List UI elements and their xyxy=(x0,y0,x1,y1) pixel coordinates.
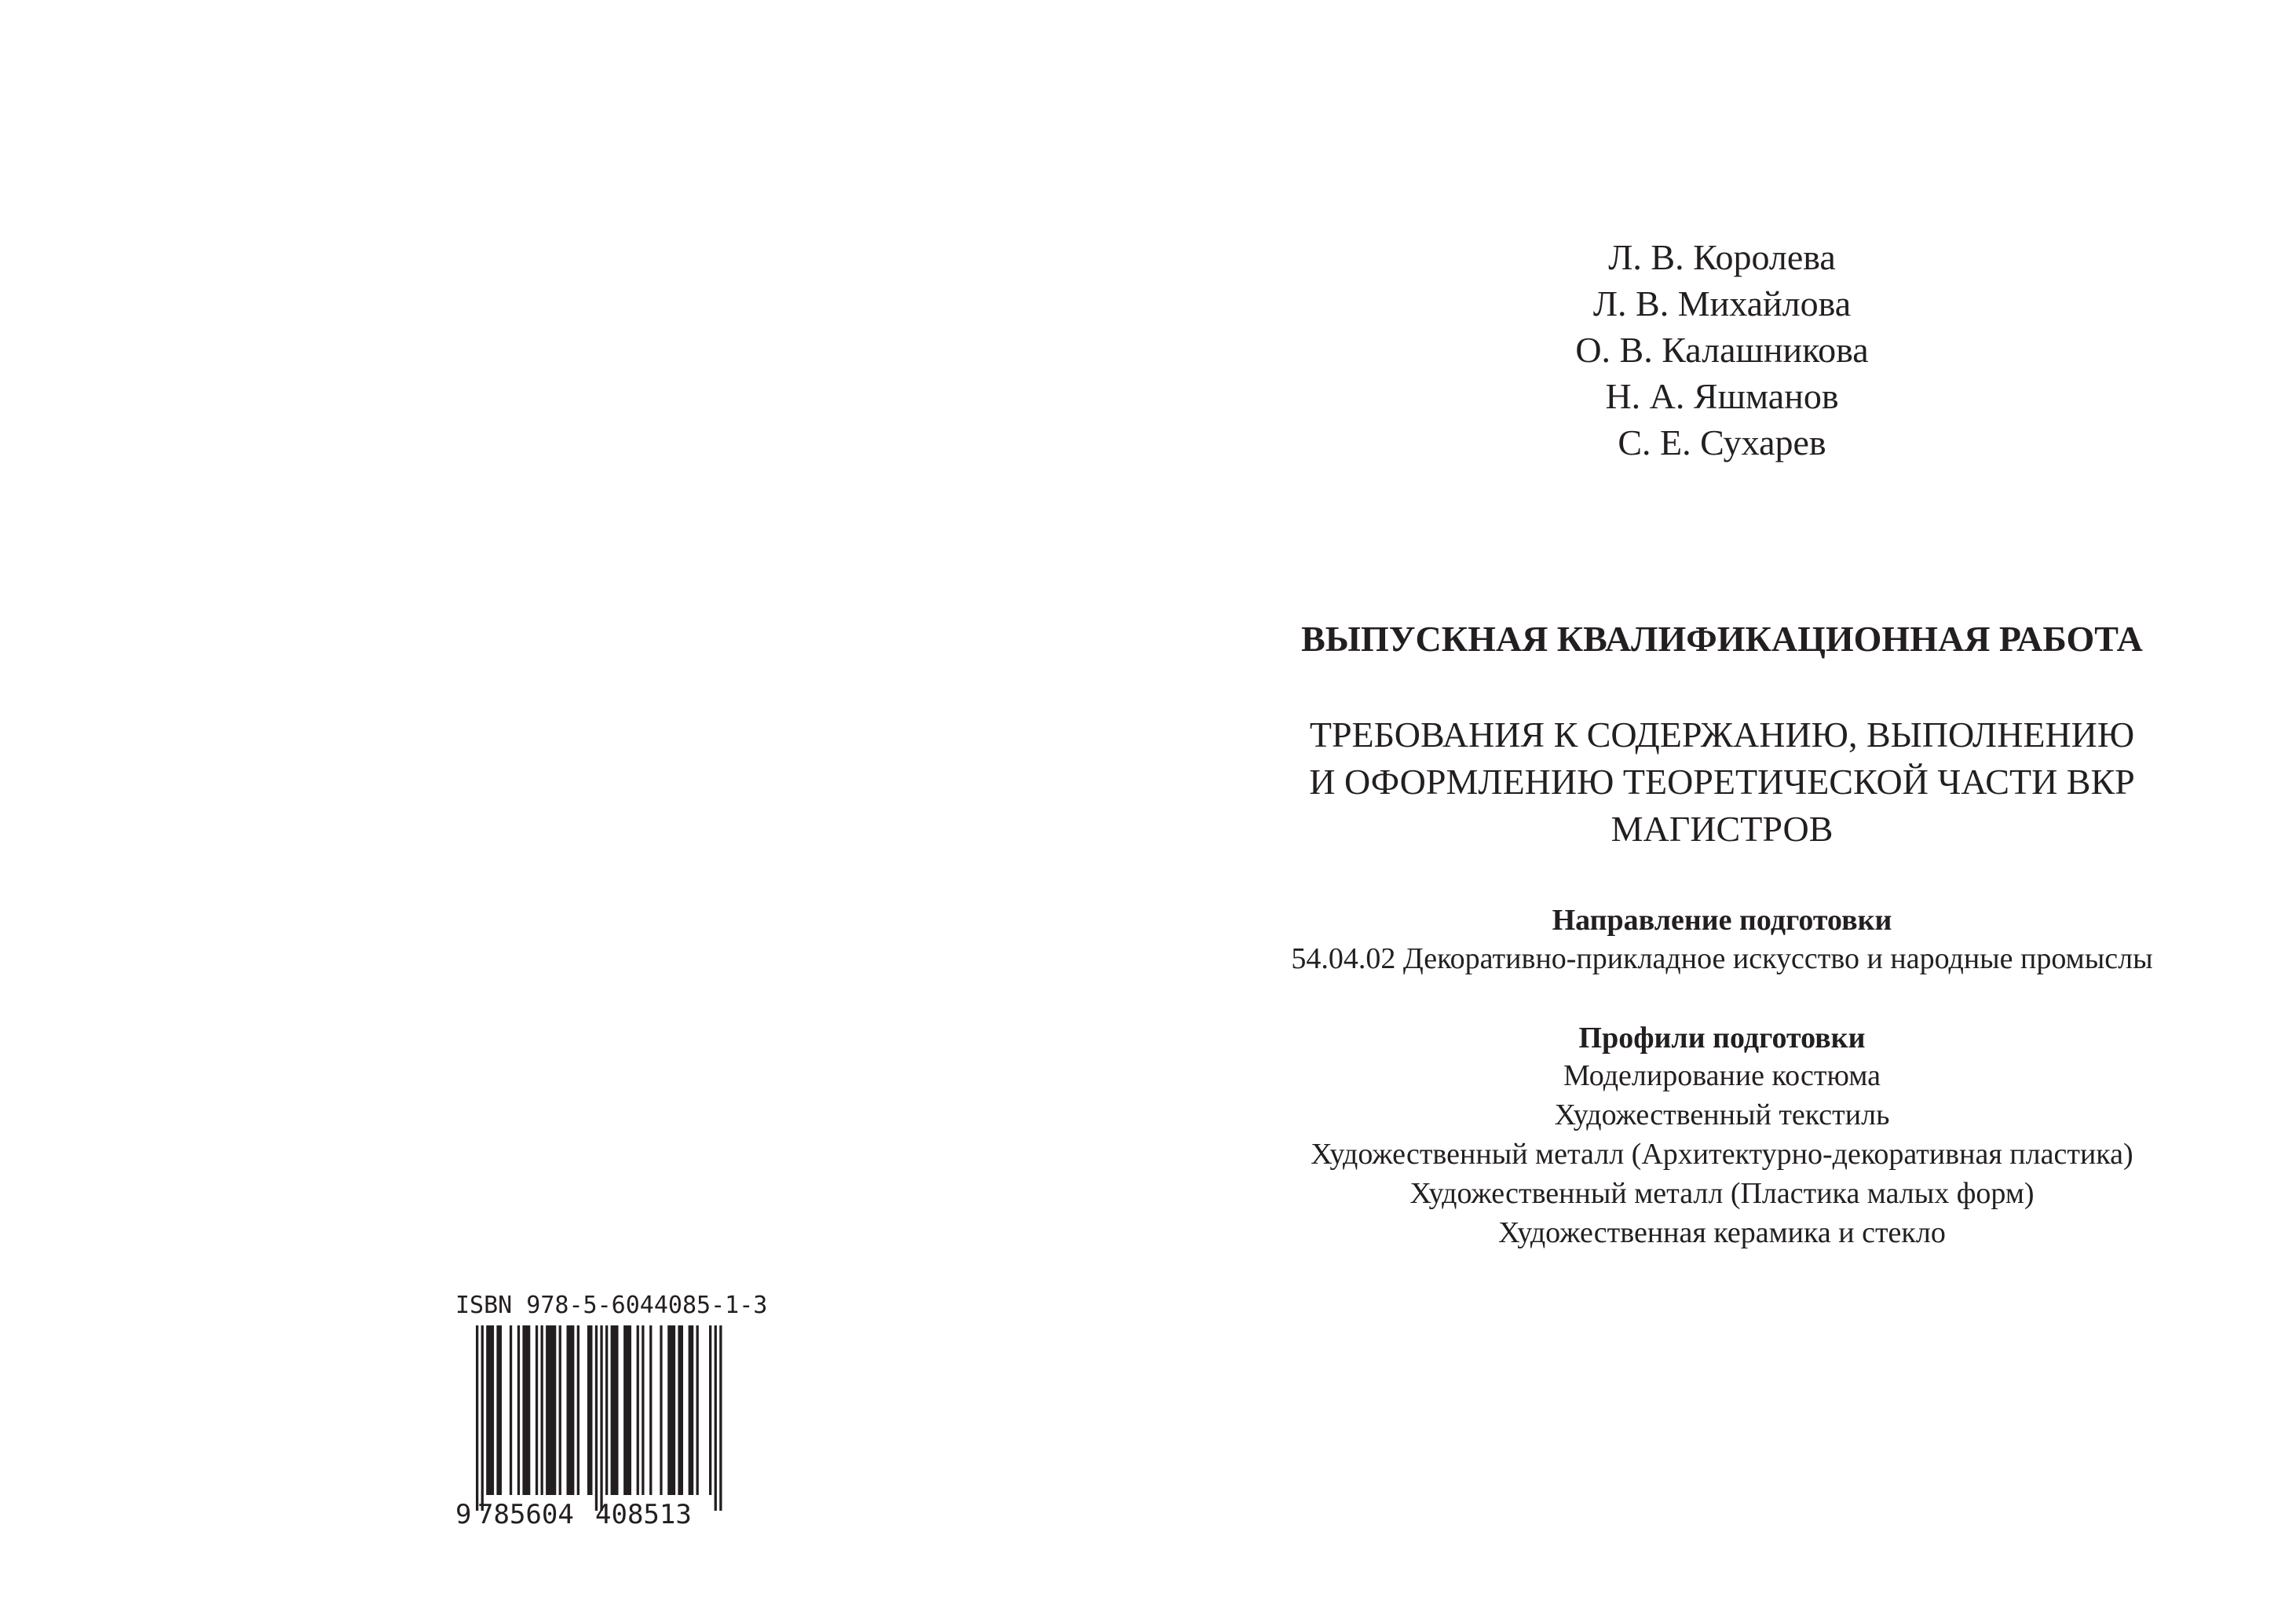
barcode-bar xyxy=(595,1325,598,1511)
barcode-bar xyxy=(637,1325,639,1495)
direction-heading: Направление подготовки xyxy=(1552,904,1892,937)
barcode-bar xyxy=(689,1325,694,1495)
barcode-bar xyxy=(605,1325,608,1495)
book-subtitle xyxy=(1148,711,2296,853)
barcode-bar xyxy=(541,1325,543,1495)
barcode-right-digits: 408513 xyxy=(595,1499,692,1530)
profile-item: Художественный металл (Архитектурно-декоративная пластика) xyxy=(1311,1138,2133,1171)
profile-item: Художественная керамика и стекло xyxy=(1498,1216,1946,1249)
barcode-bar xyxy=(709,1325,711,1495)
barcode-bar xyxy=(567,1325,575,1495)
subtitle-line: МАГИСТРОВ xyxy=(1610,809,1834,849)
barcode-bar xyxy=(546,1325,556,1495)
barcode-bar xyxy=(611,1325,619,1495)
barcode-bar xyxy=(476,1325,478,1511)
author-name: Л. В. Михайлова xyxy=(1592,283,1852,324)
barcode-left-digits: 785604 xyxy=(477,1499,574,1530)
subtitle-line: И ОФОРМЛЕНИЮ ТЕОРЕТИЧЕСКОЙ ЧАСТИ ВКР xyxy=(1309,762,2135,802)
author-name: О. В. Калашникова xyxy=(1575,330,1869,370)
barcode-bar xyxy=(536,1325,538,1495)
barcode-bar xyxy=(696,1325,699,1495)
profile-item: Художественный текстиль xyxy=(1554,1098,1890,1131)
barcode-bar xyxy=(623,1325,631,1495)
barcode-bar xyxy=(522,1325,530,1495)
front-cover xyxy=(1148,0,2296,1623)
barcode-bar xyxy=(678,1325,683,1495)
barcode-bar xyxy=(667,1325,675,1495)
author-name: С. Е. Сухарев xyxy=(1618,422,1826,462)
author-list xyxy=(1148,234,2296,466)
direction-line: 54.04.02 Декоративно-прикладное искусство и народные промыслы xyxy=(1291,942,2153,975)
barcode-bar xyxy=(715,1325,717,1511)
author-name: Л. В. Королева xyxy=(1608,237,1836,277)
isbn-barcode xyxy=(455,1325,722,1530)
barcode-bar xyxy=(496,1325,502,1495)
isbn-label: ISBN 978-5-6044085-1-3 xyxy=(455,1292,768,1319)
barcode-bar xyxy=(660,1325,662,1495)
barcode-bar xyxy=(642,1325,644,1495)
barcode-bar xyxy=(587,1325,593,1495)
barcode-bar xyxy=(719,1325,722,1511)
barcode-first-digit: 9 xyxy=(455,1499,472,1530)
profiles-list xyxy=(1148,1056,2296,1252)
barcode-bar xyxy=(481,1325,484,1511)
barcode-bar xyxy=(559,1325,561,1495)
profiles-heading: Профили подготовки xyxy=(1578,1022,1866,1055)
subtitle-line: ТРЕБОВАНИЯ К СОДЕРЖАНИЮ, ВЫПОЛНЕНИЮ xyxy=(1309,715,2135,755)
barcode-bar xyxy=(510,1325,512,1495)
barcode-bar xyxy=(577,1325,579,1495)
profile-item: Моделирование костюма xyxy=(1563,1059,1881,1092)
barcode-bar xyxy=(600,1325,602,1511)
profile-item: Художественный металл (Пластика малых форм) xyxy=(1409,1177,2035,1210)
barcode-bar xyxy=(649,1325,652,1495)
direction-text xyxy=(1148,939,2296,978)
barcode-bar xyxy=(486,1325,494,1495)
barcode-bar xyxy=(517,1325,520,1495)
author-name: Н. А. Яшманов xyxy=(1605,376,1839,416)
book-title: ВЫПУСКНАЯ КВАЛИФИКАЦИОННАЯ РАБОТА xyxy=(1301,619,2143,659)
